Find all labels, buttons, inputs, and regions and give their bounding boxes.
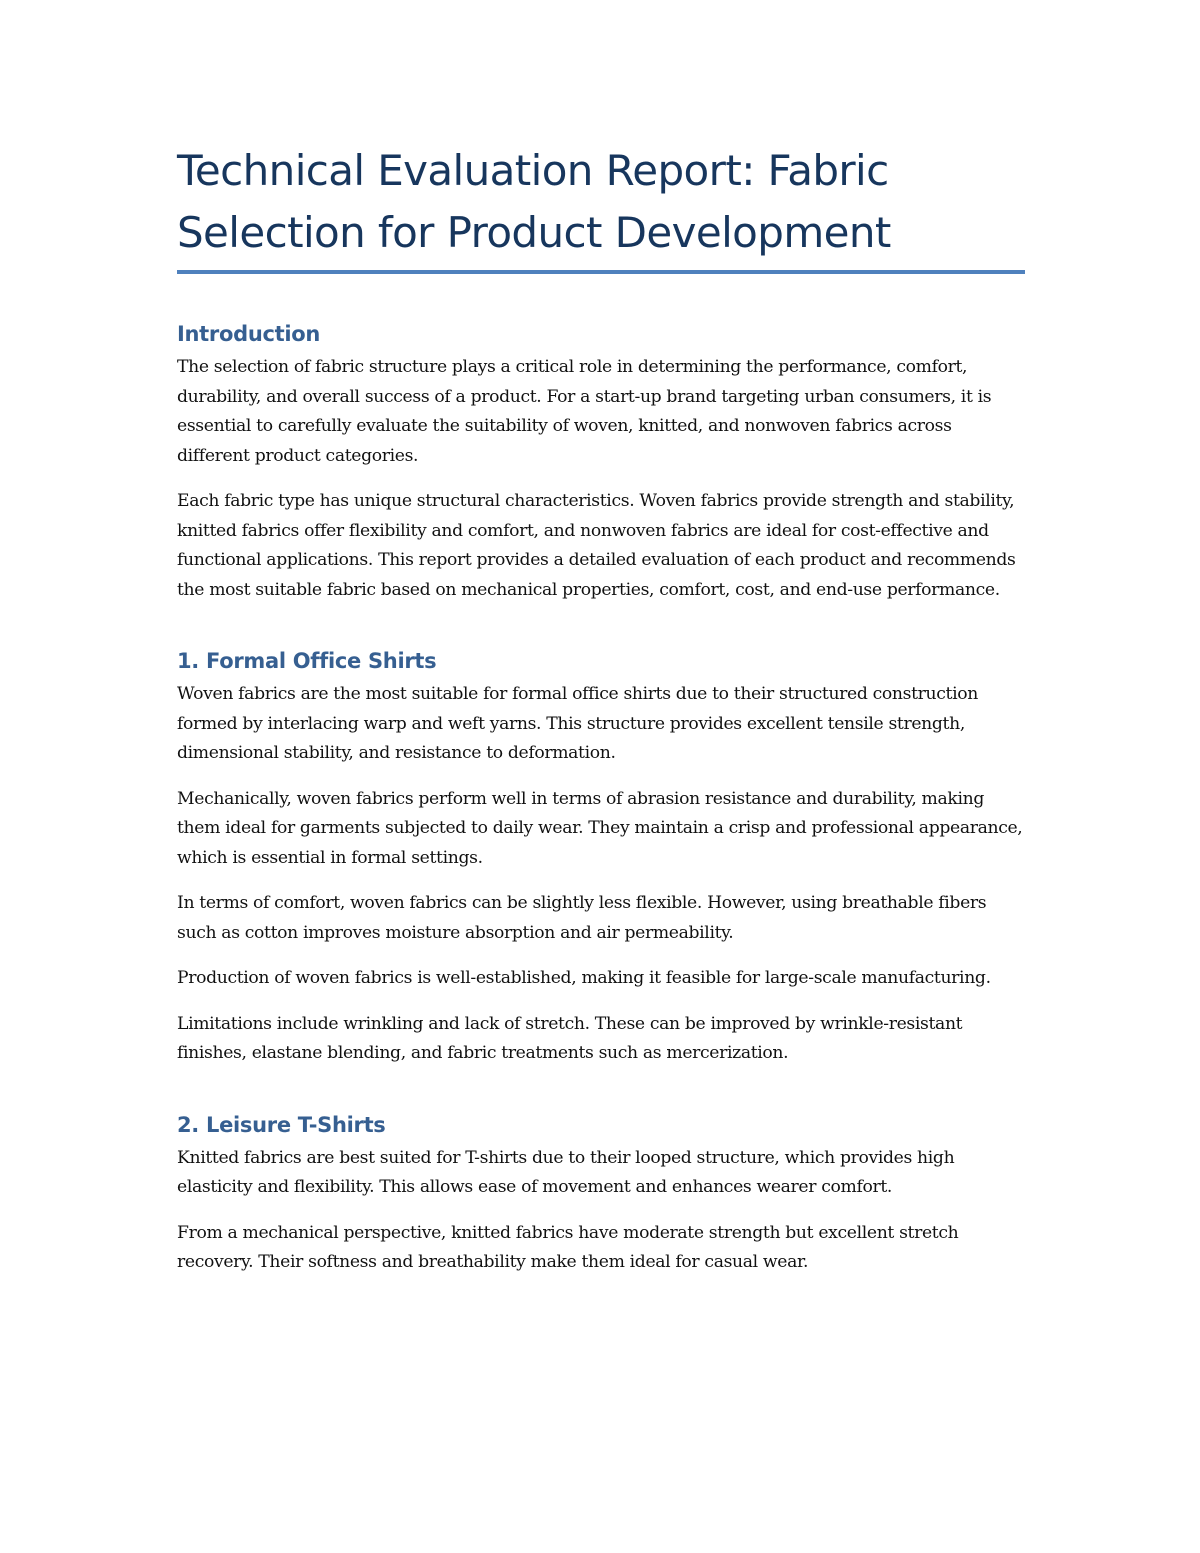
document-title: Technical Evaluation Report: Fabric Selection for Product Development xyxy=(177,146,891,257)
paragraph: The selection of fabric structure plays a critical role in determining the performance, comfort, durability, and overall success of a product. For a start-up brand targeting urban consumers, it is essential to carefully evaluate the suitability of woven, knitted, and nonwoven fabrics across different product categories. xyxy=(177,357,992,466)
paragraph: In terms of comfort, woven fabrics can be slightly less flexible. However, using breathable fibers such as cotton improves moisture absorption and air permeability. xyxy=(177,893,987,943)
section-heading-introduction: Introduction xyxy=(177,322,321,346)
title-underline xyxy=(177,270,1025,274)
paragraph: Production of woven fabrics is well-established, making it feasible for large-scale manufacturing. xyxy=(177,968,991,988)
paragraph: Woven fabrics are the most suitable for formal office shirts due to their structured construction formed by interlacing warp and weft yarns. This structure provides excellent tensile strength, dimensional stability, and resistance to deformation. xyxy=(177,684,978,763)
paragraph: Knitted fabrics are best suited for T-shirts due to their looped structure, which provides high elasticity and flexibility. This allows ease of movement and enhances wearer comfort. xyxy=(177,1147,955,1197)
paragraph: Each fabric type has unique structural characteristics. Woven fabrics provide strength and stability, knitted fabrics offer flexibility and comfort, and nonwoven fabrics are ideal for cost-effective and functional applications. This report provides a detailed evaluation of each product and recommends the most suitable fabric based on mechanical properties, comfort, cost, and end-use performance. xyxy=(177,491,1016,600)
paragraph: Mechanically, woven fabrics perform well in terms of abrasion resistance and durability, making them ideal for garments subjected to daily wear. They maintain a crisp and professional appearance, which is essential in formal settings. xyxy=(177,788,1023,868)
section-heading-formal-office-shirts: 1. Formal Office Shirts xyxy=(177,649,437,673)
document-body xyxy=(177,140,1027,1278)
section-heading-leisure-t-shirts: 2. Leisure T-Shirts xyxy=(177,1112,386,1137)
paragraph: Limitations include wrinkling and lack of stretch. These can be improved by wrinkle-resistant finishes, elastane blending, and fabric treatments such as mercerization. xyxy=(177,1013,963,1063)
paragraph: From a mechanical perspective, knitted fabrics have moderate strength but excellent stretch recovery. Their softness and breathability make them ideal for casual wear. xyxy=(177,1222,959,1272)
